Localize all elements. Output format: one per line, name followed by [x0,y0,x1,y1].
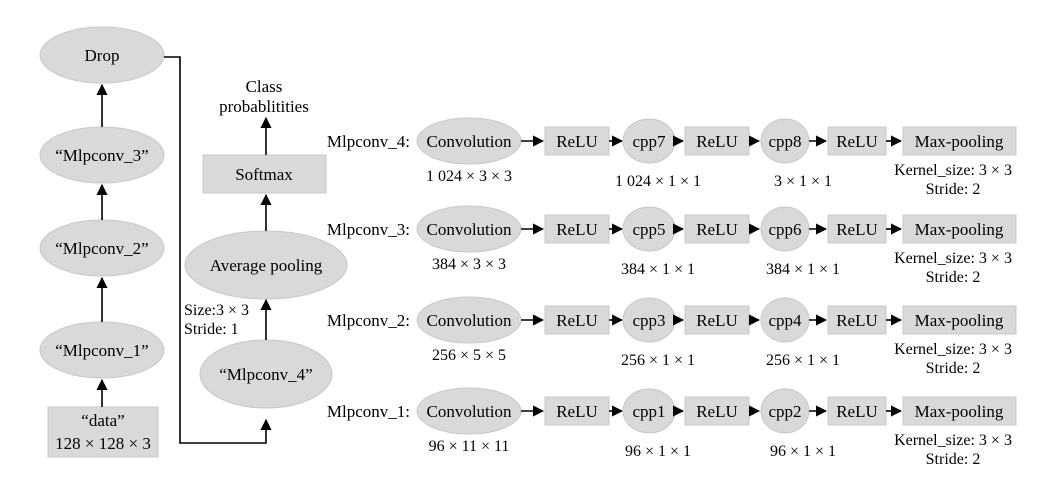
row-1-relu3-label: ReLU [836,402,878,421]
row-3-stride-label: Stride: 2 [925,269,981,286]
row-4-relu1-label: ReLU [556,132,598,151]
row-4-cpp-a-dims: 1 024 × 1 × 1 [614,173,702,190]
pool-stride-label: Stride: 1 [184,321,239,338]
row-3-cpp-a-label: cpp5 [632,220,666,239]
row-2-cpp-b-dims: 256 × 1 × 1 [765,352,841,369]
row-2-stride-label: Stride: 2 [925,360,981,377]
row-3-cpp-b-label: cpp6 [768,220,802,239]
row-1-maxpool-label: Max-pooling [914,402,1004,421]
middle-column [184,77,347,408]
row-4-cpp-b-dims: 3 × 1 × 1 [773,173,833,190]
data-name-label: “data” [81,411,125,430]
mlpconv-3-label: “Mlpconv_3” [55,146,149,165]
row-4-cpp-a-label: cpp7 [632,132,666,151]
row-3-relu2-label: ReLU [696,220,738,239]
row-3-maxpool-label: Max-pooling [914,220,1004,239]
row-1-cpp-a-label: cpp1 [632,402,666,421]
row-4-label: Mlpconv_4: [326,132,410,151]
row-3-conv-dims: 384 × 3 × 3 [431,256,507,273]
mlpconv-2-label: “Mlpconv_2” [55,239,149,258]
row-2-cpp-a-label: cpp3 [632,311,666,330]
mlpconv-rows [327,118,1016,468]
pool-size-label: Size:3 × 3 [184,302,250,319]
row-2-kernel-label: Kernel_size: 3 × 3 [894,341,1012,358]
row-4-relu3-label: ReLU [836,132,878,151]
row-1-relu1-label: ReLU [556,402,598,421]
data-size-label: 128 × 128 × 3 [55,434,151,453]
row-1-stride-label: Stride: 2 [925,451,981,468]
row-1-relu2-label: ReLU [696,402,738,421]
row-1-cpp-b-dims: 96 × 1 × 1 [769,443,837,460]
mlpconv-1-label: “Mlpconv_1” [55,341,149,360]
row-1-kernel-label: Kernel_size: 3 × 3 [894,432,1012,449]
row-3-relu3-label: ReLU [836,220,878,239]
row-3-convolution-label: Convolution [426,220,512,239]
class-prob-label-line2: probablitities [219,97,309,116]
row-2-cpp-b-label: cpp4 [768,311,802,330]
drop-label: Drop [84,46,120,65]
row-2-maxpool-label: Max-pooling [914,311,1004,330]
row-2-cpp-a-dims: 256 × 1 × 1 [620,352,696,369]
average-pooling-label: Average pooling [209,256,323,275]
row-1-label: Mlpconv_1: [326,402,410,421]
row-4-convolution-label: Convolution [426,132,512,151]
row-3-label: Mlpconv_3: [326,220,410,239]
row-4-maxpool-label: Max-pooling [914,132,1004,151]
softmax-label: Softmax [235,165,293,184]
row-2-relu1-label: ReLU [556,311,598,330]
row-3-kernel-label: Kernel_size: 3 × 3 [894,250,1012,267]
row-2-relu2-label: ReLU [696,311,738,330]
row-3-cpp-b-dims: 384 × 1 × 1 [765,261,841,278]
row-1-convolution-label: Convolution [426,402,512,421]
row-1-cpp-b-label: cpp2 [768,402,802,421]
row-3-cpp-a-dims: 384 × 1 × 1 [620,261,696,278]
class-prob-label-line1: Class [245,77,283,96]
row-1-conv-dims: 96 × 11 × 11 [428,438,510,455]
row-4-cpp-b-label: cpp8 [768,132,802,151]
row-4-kernel-label: Kernel_size: 3 × 3 [894,162,1012,179]
row-2-label: Mlpconv_2: [326,311,410,330]
mlpconv-4-label: “Mlpconv_4” [219,365,313,384]
row-4-conv-dims: 1 024 × 3 × 3 [425,168,513,185]
row-4-relu2-label: ReLU [696,132,738,151]
row-3-relu1-label: ReLU [556,220,598,239]
row-4-stride-label: Stride: 2 [925,181,981,198]
row-2-relu3-label: ReLU [836,311,878,330]
row-1-cpp-a-dims: 96 × 1 × 1 [624,443,692,460]
row-2-convolution-label: Convolution [426,311,512,330]
row-2-conv-dims: 256 × 5 × 5 [431,347,507,364]
